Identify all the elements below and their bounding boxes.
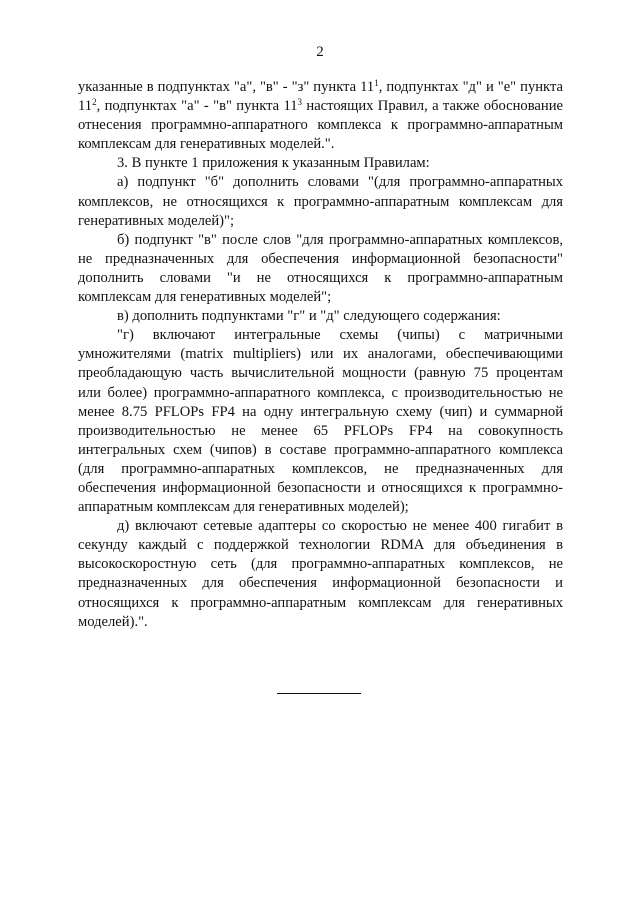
paragraph-5: в) дополнить подпунктами "г" и "д" следующего содержания: xyxy=(117,308,501,325)
p1-sup-3: 3 xyxy=(297,97,303,108)
document-body xyxy=(78,78,563,632)
closing-rule xyxy=(277,693,361,694)
p1-sup-1: 1 xyxy=(374,78,379,88)
p1-text-d: настоящих Правил, а также обоснование отнесения программно-аппаратного комплекса к программно-аппаратным комплексам для генеративных моделей.". xyxy=(78,98,563,153)
p1-text-c: , подпунктах "а" - "в" пункта 11 xyxy=(96,98,298,115)
paragraph-6: "г) включают интегральные схемы (чипы) с матричными умножителями (matrix multipliers) или их аналогами, обеспечивающими преобладающую часть вычислительной мощности (равную 75 процентам или более) программно-аппаратного комплекса, с производительностью не менее 8.75 PFLOPs FP4 на одну интегральную схему (чип) и суммарной производительностью не менее 65 PFLOPs FP4 на совокупность интегральных схем (чипов) в составе программно-аппаратного комплекса (для программно-аппаратных комплексов, не предназначенных для обеспечения информационной безопасности и относящихся к программно-аппаратным комплексам для генеративных моделей); xyxy=(78,327,563,516)
p1-sup-2: 2 xyxy=(92,97,97,108)
p1-text-a: указанные в подпунктах "а", "в" - "з" пункта 11 xyxy=(78,79,375,95)
p1-text-b: , подпунктах "д" и "е" пункта 11 xyxy=(78,79,563,115)
paragraph-3: а) подпункт "б" дополнить словами "(для программно-аппаратных комплексов, не относящихся к программно-аппаратным комплексам для генеративных моделей)"; xyxy=(78,174,563,229)
page-number: 2 xyxy=(316,44,324,60)
paragraph-1 xyxy=(78,78,563,154)
paragraph-7: д) включают сетевые адаптеры со скоростью не менее 400 гигабит в секунду каждый с поддержкой технологии RDMA для объединения в высокоскоростную сеть (для программно-аппаратных комплексов, не предназначенных для обеспечения информационной безопасности и относящихся к программно-аппаратным комплексам для генеративных моделей).". xyxy=(78,518,563,630)
paragraph-2: 3. В пункте 1 приложения к указанным Правилам: xyxy=(117,155,430,172)
paragraph-4: б) подпункт "в" после слов "для программно-аппаратных комплексов, не предназначенных для обеспечения информационной безопасности" дополнить словами "и не относящихся к программно-аппаратным комплексам для генеративных моделей"; xyxy=(78,231,563,306)
